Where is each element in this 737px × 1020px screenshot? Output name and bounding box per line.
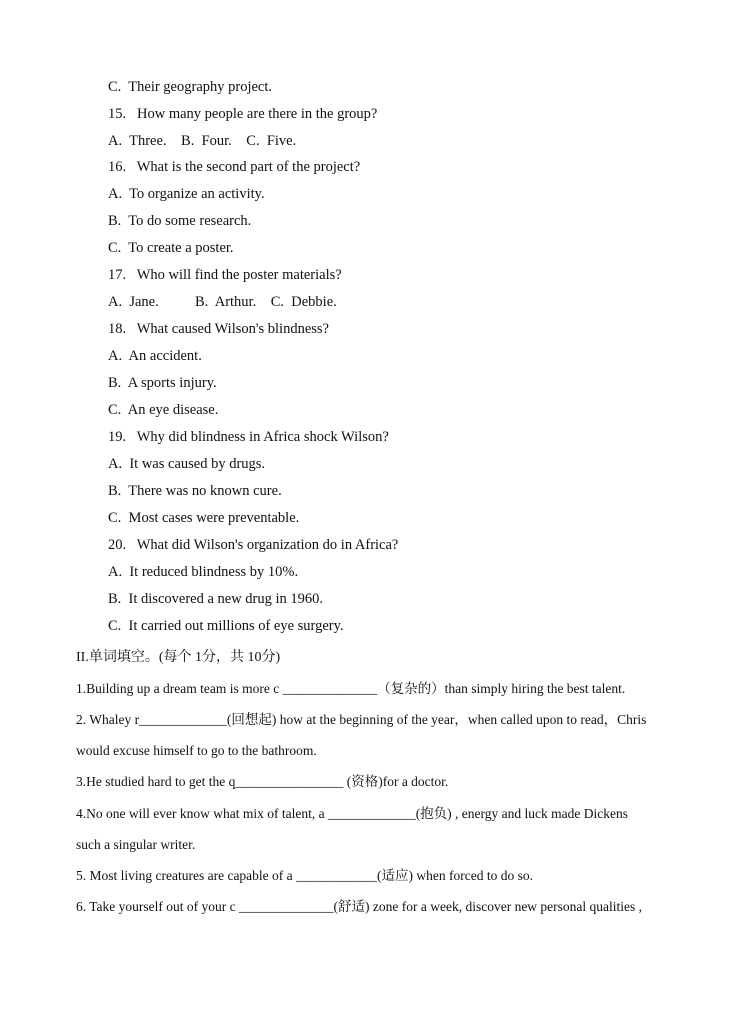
option-line: B. It discovered a new drug in 1960. <box>108 591 324 607</box>
option-line: A. An accident. <box>108 348 202 364</box>
option-line: C. Most cases were preventable. <box>108 510 300 526</box>
fill-item-6: 6. Take yourself out of your c ______________(舒适) zone for a week, discover new personal qualities , <box>76 899 643 914</box>
option-line: B. A sports injury. <box>108 375 217 391</box>
option-line: B. There was no known cure. <box>108 483 282 499</box>
question-17: 17. Who will find the poster materials? <box>108 267 342 283</box>
fill-item-4-cont: such a singular writer. <box>76 837 196 852</box>
fill-item-5: 5. Most living creatures are capable of a ____________(适应) when forced to do so. <box>76 868 533 883</box>
fill-item-1: 1.Building up a dream team is more c ______________（复杂的）than simply hiring the best talent. <box>76 681 626 696</box>
fill-item-3: 3.He studied hard to get the q________________ (资格)for a doctor. <box>76 774 449 789</box>
question-20: 20. What did Wilson's organization do in Africa? <box>108 537 399 553</box>
option-line: A. Three. B. Four. C. Five. <box>108 133 297 149</box>
option-line: B. To do some research. <box>108 213 252 229</box>
option-line: C. To create a poster. <box>108 240 234 256</box>
option-line: C. Their geography project. <box>108 79 273 95</box>
question-15: 15. How many people are there in the group? <box>108 106 378 122</box>
question-18: 18. What caused Wilson's blindness? <box>108 321 329 337</box>
question-19: 19. Why did blindness in Africa shock Wilson? <box>108 429 389 445</box>
option-line: C. It carried out millions of eye surgery. <box>108 618 344 634</box>
fill-item-2: 2. Whaley r_____________(回想起) how at the beginning of the year，when called upon to read，Chris <box>76 712 647 727</box>
option-line: A. To organize an activity. <box>108 186 265 202</box>
option-line: A. Jane. B. Arthur. C. Debbie. <box>108 294 337 310</box>
option-line: C. An eye disease. <box>108 402 219 418</box>
fill-item-2-cont: would excuse himself to go to the bathroom. <box>76 743 317 758</box>
fill-item-4: 4.No one will ever know what mix of talent, a _____________(抱负) , energy and luck made Dickens <box>76 806 628 821</box>
question-16: 16. What is the second part of the project? <box>108 159 361 175</box>
option-line: A. It was caused by drugs. <box>108 456 266 472</box>
option-line: A. It reduced blindness by 10%. <box>108 564 299 580</box>
section-title: II.单词填空。(每个 1分，共 10分) <box>76 650 281 665</box>
